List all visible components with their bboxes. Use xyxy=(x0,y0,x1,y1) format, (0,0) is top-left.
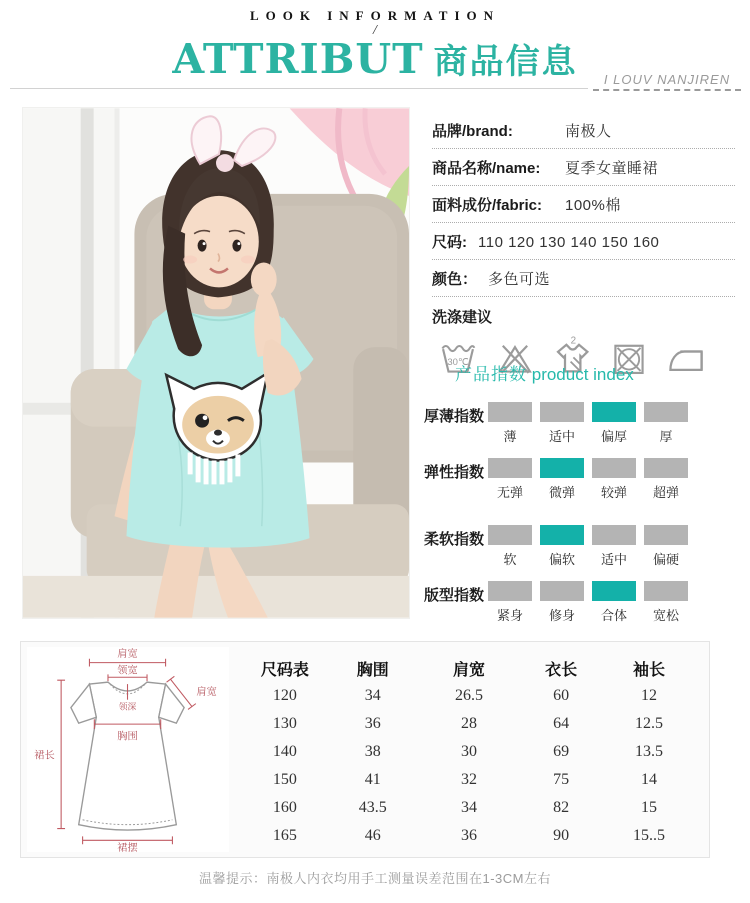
index-option-label: 适中 xyxy=(548,429,575,444)
measure-diagram xyxy=(27,647,229,852)
attr-label: 颜色： xyxy=(432,271,478,288)
attr-label: 面料成份/fabric: xyxy=(432,197,543,214)
attr-value: 100%棉 xyxy=(565,197,621,214)
index-option-label: 紧身 xyxy=(496,608,523,623)
index-bar xyxy=(644,402,688,422)
index-bar xyxy=(488,458,532,478)
index-bar xyxy=(540,581,584,601)
size-table-header xyxy=(243,654,695,682)
index-option-label: 无弹 xyxy=(496,485,523,500)
col-header: 袖长 xyxy=(632,661,665,679)
size-table xyxy=(243,654,695,850)
index-option-label: 偏硬 xyxy=(652,552,679,567)
index-bar xyxy=(488,402,532,422)
index-bar xyxy=(592,525,636,545)
table-row: 140 38 30 69 13.5 xyxy=(272,743,663,760)
product-index-title-zh: 产品指数 xyxy=(455,365,527,384)
index-option-label: 薄 xyxy=(503,429,517,444)
attr-label: 品牌/brand: xyxy=(432,123,513,140)
index-row-label: 版型指数 xyxy=(424,587,485,604)
attr-row-brand xyxy=(432,112,735,149)
svg-text:胸围: 胸围 xyxy=(117,731,138,743)
product-index-title xyxy=(455,360,736,385)
brand-script-text: I LOUV NANJIREN xyxy=(593,72,741,91)
index-row-label: 弹性指数 xyxy=(424,464,485,481)
header-eyebrow: LOOK INFORMATION xyxy=(249,8,501,23)
col-header: 胸围 xyxy=(356,661,389,679)
attr-value: 夏季女童睡裙 xyxy=(565,160,659,177)
table-row: 130 36 28 64 12.5 xyxy=(272,715,663,732)
header-divider xyxy=(10,88,588,89)
index-option-label: 微弹 xyxy=(548,485,575,500)
size-chart-box xyxy=(20,641,710,858)
table-row: 150 41 32 75 14 xyxy=(272,771,657,788)
col-header: 肩宽 xyxy=(452,661,485,679)
svg-text:领宽: 领宽 xyxy=(117,665,138,677)
attr-row-color xyxy=(432,260,735,297)
product-photo xyxy=(22,107,410,619)
svg-text:2: 2 xyxy=(570,335,577,347)
attr-value: 多色可选 xyxy=(488,271,551,288)
svg-text:30℃: 30℃ xyxy=(447,356,469,368)
index-row-elasticity xyxy=(424,458,736,501)
table-row: 160 43.5 34 82 15 xyxy=(272,799,657,816)
index-row-fit xyxy=(424,581,736,624)
product-index-section xyxy=(424,360,736,637)
attr-row-size xyxy=(432,223,735,260)
index-bar xyxy=(540,525,584,545)
col-header: 尺码表 xyxy=(260,661,309,679)
index-option-label: 宽松 xyxy=(652,608,679,623)
index-bar xyxy=(644,525,688,545)
index-bar xyxy=(540,458,584,478)
table-row: 120 34 26.5 60 12 xyxy=(272,687,657,704)
attr-row-fabric xyxy=(432,186,735,223)
attr-value: 110 120 130 140 150 160 xyxy=(478,234,660,251)
svg-text:肩宽: 肩宽 xyxy=(117,648,138,660)
index-bar xyxy=(592,402,636,422)
page-title-zh: 商品信息 xyxy=(433,43,578,81)
svg-text:裙长: 裙长 xyxy=(34,750,55,762)
product-index-title-en: product index xyxy=(531,365,634,384)
attr-value: 南极人 xyxy=(565,123,612,140)
attr-label: 商品名称/name: xyxy=(432,160,541,177)
index-row-label: 厚薄指数 xyxy=(424,408,485,425)
index-bar xyxy=(592,581,636,601)
svg-text:肩宽: 肩宽 xyxy=(196,686,217,698)
index-bar xyxy=(488,581,532,601)
col-header: 衣长 xyxy=(545,661,578,679)
svg-text:裙摆: 裙摆 xyxy=(117,843,138,852)
index-option-label: 软 xyxy=(503,552,517,567)
page-title-en: ATTRIBUT xyxy=(172,35,424,83)
index-option-label: 超弹 xyxy=(652,485,679,500)
attr-row-name xyxy=(432,149,735,186)
index-option-label: 修身 xyxy=(548,608,575,623)
index-bar xyxy=(592,458,636,478)
header-slash: / xyxy=(373,23,377,38)
product-photo-illustration xyxy=(23,108,409,618)
index-row-softness xyxy=(424,525,736,568)
index-option-label: 偏软 xyxy=(548,552,575,567)
index-row-label: 柔软指数 xyxy=(424,531,485,548)
index-option-label: 较弹 xyxy=(600,485,627,500)
index-option-label: 偏厚 xyxy=(600,429,627,444)
index-option-label: 适中 xyxy=(600,552,627,567)
attribute-panel xyxy=(432,112,735,377)
table-row: 165 46 36 90 15..5 xyxy=(272,827,665,844)
index-option-label: 厚 xyxy=(659,429,673,444)
index-bar xyxy=(644,458,688,478)
svg-text:领深: 领深 xyxy=(118,701,137,712)
index-bar xyxy=(488,525,532,545)
index-bar xyxy=(540,402,584,422)
index-option-label: 合体 xyxy=(600,608,627,623)
index-row-thickness xyxy=(424,402,736,445)
wash-care-label: 洗涤建议 xyxy=(432,309,493,326)
attr-label: 尺码: xyxy=(432,234,467,251)
index-bar xyxy=(644,581,688,601)
measurement-note: 温馨提示：南极人内衣均用手工测量误差范围在1-3CM左右 xyxy=(198,871,551,886)
